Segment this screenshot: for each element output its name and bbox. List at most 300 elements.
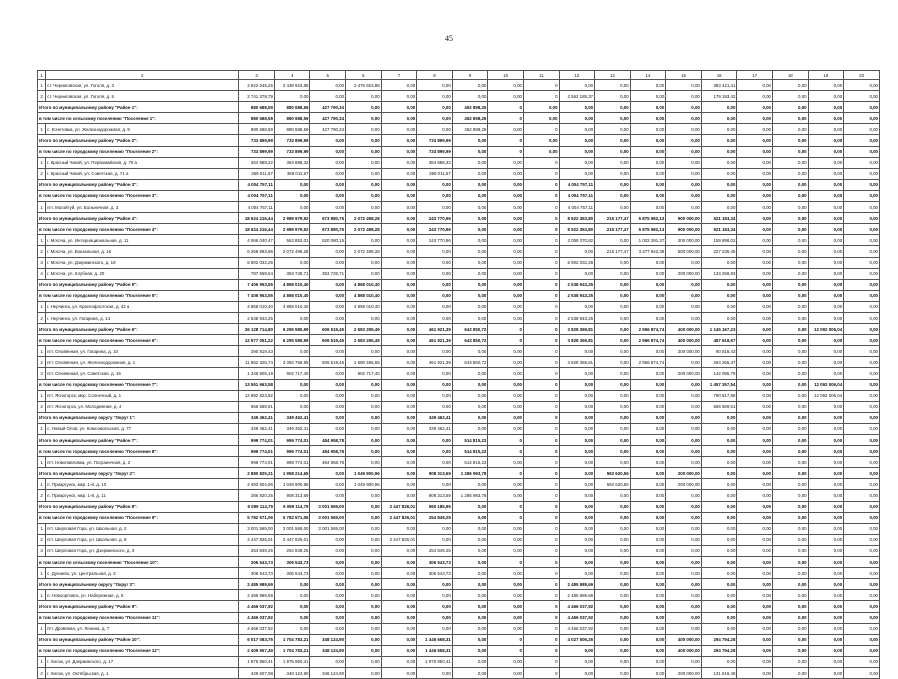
amount-cell: 0,00	[346, 268, 382, 279]
column-number: 12	[559, 71, 595, 80]
amount-cell: 0,00	[773, 468, 809, 479]
amount-cell: 0,00	[310, 490, 346, 501]
amount-cell: 12 092 006,04	[808, 390, 844, 401]
column-number: 9	[452, 71, 488, 80]
amount-cell: 643 850,72	[452, 357, 488, 368]
amount-cell: 461 921,39	[417, 357, 453, 368]
amount-cell: 0,00	[346, 157, 382, 168]
amount-cell: 0	[523, 179, 559, 190]
amount-cell: 0,00	[559, 124, 595, 135]
amount-cell: 0,00	[630, 557, 666, 568]
amount-cell: 1 975 950,41	[274, 656, 310, 667]
amount-cell: 0,00	[737, 634, 773, 645]
amount-cell: 0,00	[559, 423, 595, 434]
amount-cell: 0,00	[452, 179, 488, 190]
amount-cell: 369 011,67	[274, 168, 310, 179]
amount-cell: 0,00	[773, 601, 809, 612]
amount-cell: 0,00	[630, 168, 666, 179]
amount-cell: 0,00	[488, 490, 524, 501]
amount-cell: 200 000,00	[666, 479, 702, 490]
amount-cell: 0,00	[595, 501, 631, 512]
subtotal-row	[38, 501, 880, 512]
amount-cell: 0,00	[666, 601, 702, 612]
column-number: 19	[808, 71, 844, 80]
subtotal-row	[38, 435, 880, 446]
subtotal-label: в том числе по городскому поселению "Поселение 3":	[38, 190, 239, 201]
amount-cell: 0,00	[701, 412, 737, 423]
amount-cell: 348 124,90	[310, 667, 346, 678]
amount-cell: 0,00	[488, 224, 524, 235]
address-cell: с. Дунаево, ул. Центральная, д. 3	[46, 568, 239, 579]
amount-cell: 0	[523, 324, 559, 335]
table-row	[38, 623, 880, 634]
amount-cell: 0,00	[417, 523, 453, 534]
amount-cell: 0,00	[488, 80, 524, 91]
row-number: 4	[38, 268, 46, 279]
amount-cell: 0,00	[737, 501, 773, 512]
column-number: 6	[346, 71, 382, 80]
amount-cell: 2 485 989,69	[239, 579, 275, 590]
amount-cell: 0,00	[773, 257, 809, 268]
amount-cell: 0,00	[773, 656, 809, 667]
amount-cell: 0,00	[559, 435, 595, 446]
amount-cell: 2 966 874,74	[630, 324, 666, 335]
amount-cell: 452 898,25	[452, 113, 488, 124]
budget-table	[37, 70, 880, 679]
amount-cell: 0,00	[381, 368, 417, 379]
amount-cell: 0,00	[310, 468, 346, 479]
amount-cell: 0,00	[488, 213, 524, 224]
amount-cell: 4 027 506,26	[559, 634, 595, 645]
amount-cell: 0,00	[737, 190, 773, 201]
amount-cell: 0	[488, 324, 524, 335]
amount-cell: 0,00	[559, 468, 595, 479]
amount-cell: 514 815,23	[452, 457, 488, 468]
amount-cell: 0,00	[666, 124, 702, 135]
amount-cell: 0,00	[844, 290, 880, 301]
amount-cell: 0,00	[595, 379, 631, 390]
amount-cell: 0,00	[381, 146, 417, 157]
amount-cell: 0,00	[773, 457, 809, 468]
amount-cell: 0,00	[630, 667, 666, 678]
row-number: 1	[38, 202, 46, 213]
address-cell: с. Кочетовка, ул. Железнодорожная, д. 8	[46, 124, 239, 135]
amount-cell: 0,00	[346, 401, 382, 412]
subtotal-row	[38, 190, 880, 201]
amount-cell: 353 728,71	[310, 268, 346, 279]
amount-cell: 0,00	[737, 235, 773, 246]
subtotal-label: в том числе по городскому поселению "Поселение 9":	[38, 512, 239, 523]
amount-cell: 0,00	[346, 346, 382, 357]
amount-cell: 0,00	[310, 146, 346, 157]
amount-cell: 0,00	[488, 379, 524, 390]
amount-cell: 0	[523, 213, 559, 224]
amount-cell: 0,00	[488, 401, 524, 412]
subtotal-label: в том числе по городскому поселению "Поселение 2":	[38, 146, 239, 157]
amount-cell: 264 265,37	[701, 357, 737, 368]
amount-cell: 12 092 006,04	[808, 324, 844, 335]
amount-cell: 0,00	[488, 179, 524, 190]
amount-cell: 0,00	[844, 501, 880, 512]
amount-cell: 733 899,99	[239, 146, 275, 157]
amount-cell: 18 624 216,44	[239, 224, 275, 235]
amount-cell: 606 519,45	[310, 357, 346, 368]
amount-cell: 0,00	[844, 235, 880, 246]
amount-cell: 427 790,34	[310, 124, 346, 135]
amount-cell: 4 466 037,92	[559, 601, 595, 612]
amount-cell: 0,00	[701, 312, 737, 323]
amount-cell: 0,00	[808, 368, 844, 379]
amount-cell: 0,00	[452, 401, 488, 412]
column-number: 2	[46, 71, 239, 80]
amount-cell: 3 001 565,00	[239, 523, 275, 534]
amount-cell: 0,00	[310, 346, 346, 357]
amount-cell: 2 485 989,69	[239, 590, 275, 601]
amount-cell: 0,00	[701, 435, 737, 446]
amount-cell: 0,00	[737, 557, 773, 568]
subtotal-label: Итого по муниципальному району "Район 5":	[38, 279, 239, 290]
amount-cell: 1 346 905,19	[239, 368, 275, 379]
amount-cell: 0,00	[737, 457, 773, 468]
amount-cell: 349 462,41	[274, 423, 310, 434]
amount-cell: 0,00	[701, 612, 737, 623]
amount-cell: 383 421,41	[701, 80, 737, 91]
amount-cell: 0,00	[666, 113, 702, 124]
amount-cell: 254 849,25	[239, 545, 275, 556]
amount-cell: 0	[523, 168, 559, 179]
amount-cell: 0,00	[666, 457, 702, 468]
amount-cell: 0,00	[523, 113, 559, 124]
amount-cell: 306 543,73	[417, 557, 453, 568]
address-cell: пгт. Оловянная, ул. Советская, д. 15	[46, 368, 239, 379]
subtotal-row	[38, 601, 880, 612]
amount-cell: 0,00	[346, 645, 382, 656]
subtotal-label: в том числе по городскому поселению "Поселение 12":	[38, 645, 239, 656]
amount-cell: 0,00	[630, 412, 666, 423]
subtotal-row	[38, 279, 880, 290]
amount-cell: 999 774,01	[274, 457, 310, 468]
amount-cell: 0,00	[488, 568, 524, 579]
amount-cell: 0	[523, 346, 559, 357]
amount-cell: 0,00	[773, 412, 809, 423]
amount-cell: 0,00	[346, 190, 382, 201]
amount-cell: 0,00	[381, 623, 417, 634]
amount-cell: 0,00	[844, 324, 880, 335]
amount-cell: 0,00	[808, 601, 844, 612]
row-number: 2	[38, 312, 46, 323]
amount-cell: 733 899,99	[239, 135, 275, 146]
amount-cell: 0,00	[381, 656, 417, 667]
amount-cell: 514 815,23	[452, 446, 488, 457]
row-number: 1	[38, 124, 46, 135]
amount-cell: 0,00	[452, 235, 488, 246]
amount-cell: 0,00	[595, 257, 631, 268]
amount-cell: 0	[488, 468, 524, 479]
amount-cell: 3 828 369,81	[559, 324, 595, 335]
amount-cell: 0,00	[844, 346, 880, 357]
amount-cell: 0,00	[666, 157, 702, 168]
amount-cell: 0,00	[773, 357, 809, 368]
amount-cell: 0,00	[488, 235, 524, 246]
address-cell: ст. Черниговская, ул. Гоголя, д. 3	[46, 80, 239, 91]
amount-cell: 200 000,00	[666, 468, 702, 479]
amount-cell: 0,00	[808, 235, 844, 246]
amount-cell: 0,00	[630, 91, 666, 102]
amount-cell: 0,00	[559, 446, 595, 457]
amount-cell: 0,00	[381, 168, 417, 179]
amount-cell: 880 688,59	[239, 102, 275, 113]
amount-cell: 0,00	[310, 612, 346, 623]
amount-cell: 0,00	[595, 235, 631, 246]
amount-cell: 0,00	[488, 202, 524, 213]
amount-cell: 0,00	[310, 179, 346, 190]
amount-cell: 0,00	[773, 179, 809, 190]
amount-cell: 0,00	[346, 512, 382, 523]
amount-cell: 306 543,73	[274, 557, 310, 568]
amount-cell: 0,00	[452, 257, 488, 268]
amount-cell: 0,00	[701, 534, 737, 545]
amount-cell: 0,00	[630, 146, 666, 157]
amount-cell: 0,00	[630, 601, 666, 612]
amount-cell: 0,00	[630, 135, 666, 146]
amount-cell: 0,00	[666, 179, 702, 190]
amount-cell: 0,00	[559, 523, 595, 534]
amount-cell: 0	[523, 301, 559, 312]
amount-cell: 0,00	[701, 113, 737, 124]
amount-cell: 5 875 982,13	[630, 224, 666, 235]
amount-cell: 1 049 900,96	[346, 479, 382, 490]
table-row	[38, 312, 880, 323]
amount-cell: 0,00	[346, 457, 382, 468]
amount-cell: 0,00	[737, 479, 773, 490]
amount-cell: 0,00	[701, 301, 737, 312]
column-number: 4	[274, 71, 310, 80]
amount-cell: 0,00	[559, 157, 595, 168]
amount-cell: 0,00	[773, 157, 809, 168]
amount-cell: 0	[523, 612, 559, 623]
subtotal-row	[38, 645, 880, 656]
amount-cell: 0,00	[559, 390, 595, 401]
amount-cell: 520 080,15	[310, 235, 346, 246]
amount-cell: 0,00	[773, 202, 809, 213]
table-row	[38, 656, 880, 667]
amount-cell: 733 899,99	[274, 135, 310, 146]
amount-cell: 0,00	[773, 590, 809, 601]
amount-cell: 254 849,25	[417, 512, 453, 523]
amount-cell: 487 619,67	[701, 335, 737, 346]
amount-cell: 0,00	[346, 435, 382, 446]
address-cell: г. Могоча, ул. Дзержинского, д. 18	[46, 257, 239, 268]
amount-cell: 0,00	[346, 179, 382, 190]
amount-cell: 4 004 757,11	[239, 190, 275, 201]
amount-cell: 4 004 757,11	[239, 179, 275, 190]
row-number: 2	[38, 401, 46, 412]
amount-cell: 1 975 950,41	[417, 656, 453, 667]
amount-cell: 6 295 585,99	[274, 335, 310, 346]
amount-cell: 0,00	[808, 290, 844, 301]
amount-cell: 0,00	[381, 379, 417, 390]
amount-cell: 0,00	[808, 423, 844, 434]
amount-cell: 0,00	[630, 312, 666, 323]
amount-cell: 200 000,00	[666, 235, 702, 246]
amount-cell: 0,00	[844, 335, 880, 346]
amount-cell: 0,00	[630, 157, 666, 168]
amount-cell: 2 583 295,49	[346, 335, 382, 346]
subtotal-label: в том числе по городскому поселению "Поселение 8":	[38, 446, 239, 457]
amount-cell: 0,00	[417, 290, 453, 301]
amount-cell: 2 447 826,01	[381, 512, 417, 523]
table-row	[38, 246, 880, 257]
subtotal-label: в том числе по сельскому поселению "Поселение 10":	[38, 557, 239, 568]
amount-cell: 0,00	[666, 557, 702, 568]
amount-cell: 0,00	[666, 490, 702, 501]
amount-cell: 0,00	[844, 80, 880, 91]
amount-cell: 0,00	[381, 268, 417, 279]
row-number: 3	[38, 545, 46, 556]
amount-cell: 0,00	[559, 102, 595, 113]
amount-cell: 0,00	[595, 324, 631, 335]
amount-cell: 0,00	[737, 579, 773, 590]
amount-cell: 0,00	[381, 479, 417, 490]
amount-cell: 0,00	[737, 523, 773, 534]
amount-cell: 0,00	[559, 246, 595, 257]
amount-cell: 0,00	[737, 379, 773, 390]
amount-cell: 0,00	[666, 379, 702, 390]
row-number: 1	[38, 157, 46, 168]
amount-cell: 0,00	[808, 534, 844, 545]
amount-cell: 0,00	[559, 346, 595, 357]
amount-cell: 0,00	[844, 523, 880, 534]
amount-cell: 0,00	[595, 435, 631, 446]
amount-cell: 0,00	[595, 113, 631, 124]
amount-cell: 400 000,00	[666, 324, 702, 335]
amount-cell: 0,00	[381, 312, 417, 323]
amount-cell: 12 892 823,92	[239, 390, 275, 401]
table-row	[38, 534, 880, 545]
address-cell: г. Могоча, ул. Клубная, д. 20	[46, 268, 239, 279]
amount-cell: 0	[523, 667, 559, 678]
amount-cell: 0,00	[488, 545, 524, 556]
amount-cell: 0,00	[417, 312, 453, 323]
amount-cell: 0,00	[844, 379, 880, 390]
amount-cell: 0	[488, 501, 524, 512]
amount-cell: 0,00	[417, 268, 453, 279]
amount-cell: 0,00	[808, 213, 844, 224]
amount-cell: 0,00	[808, 446, 844, 457]
amount-cell: 348 124,90	[310, 645, 346, 656]
amount-cell: 0,00	[346, 102, 382, 113]
amount-cell: 3 377 942,38	[630, 246, 666, 257]
amount-cell: 0,00	[630, 568, 666, 579]
amount-cell: 0,00	[488, 601, 524, 612]
amount-cell: 0,00	[844, 312, 880, 323]
amount-cell: 880 688,59	[274, 124, 310, 135]
address-cell: г. Могоча, ул. Интернациональная, д. 11	[46, 235, 239, 246]
amount-cell: 0,00	[701, 290, 737, 301]
amount-cell: 0,00	[381, 246, 417, 257]
amount-cell: 0,00	[844, 301, 880, 312]
amount-cell: 0,00	[844, 435, 880, 446]
amount-cell: 2 538 943,25	[239, 312, 275, 323]
amount-cell: 787 659,54	[239, 268, 275, 279]
amount-cell: 0,00	[346, 545, 382, 556]
amount-cell: 1 457 357,54	[701, 379, 737, 390]
row-number: 1	[38, 590, 46, 601]
amount-cell: 0,00	[844, 568, 880, 579]
amount-cell: 0,00	[452, 512, 488, 523]
amount-cell: 0	[523, 190, 559, 201]
amount-cell: 0,00	[773, 246, 809, 257]
amount-cell: 0,00	[417, 579, 453, 590]
amount-cell: 0	[523, 446, 559, 457]
amount-cell: 7 406 953,55	[239, 279, 275, 290]
amount-cell: 0,00	[595, 135, 631, 146]
amount-cell: 0,00	[773, 534, 809, 545]
amount-cell: 254 849,25	[417, 545, 453, 556]
subtotal-label: Итого по муниципальному округу "Округ 1":	[38, 412, 239, 423]
amount-cell: 0,00	[417, 435, 453, 446]
amount-cell: 12 092 006,04	[808, 379, 844, 390]
amount-cell: 427 790,34	[310, 102, 346, 113]
amount-cell: 0,00	[844, 135, 880, 146]
amount-cell: 0,00	[452, 213, 488, 224]
amount-cell: 0,00	[452, 545, 488, 556]
row-number: 1	[38, 656, 46, 667]
amount-cell: 0,00	[417, 479, 453, 490]
amount-cell: 0,00	[417, 113, 453, 124]
amount-cell: 0,00	[630, 390, 666, 401]
amount-cell: 521 183,34	[701, 213, 737, 224]
amount-cell: 200 000,00	[666, 368, 702, 379]
amount-cell: 5 875 982,13	[630, 213, 666, 224]
amount-cell: 0,00	[737, 80, 773, 91]
amount-cell: 0,00	[630, 457, 666, 468]
amount-cell: 0	[523, 645, 559, 656]
row-number: 2	[38, 168, 46, 179]
amount-cell: 0,00	[737, 335, 773, 346]
amount-cell: 0,00	[701, 557, 737, 568]
amount-cell: 0,00	[737, 357, 773, 368]
row-number: 1	[38, 479, 46, 490]
amount-cell: 0,00	[310, 623, 346, 634]
amount-cell: 0,00	[808, 113, 844, 124]
amount-cell: 0,00	[488, 612, 524, 623]
amount-cell: 0,00	[595, 557, 631, 568]
amount-cell: 12 577 051,22	[239, 335, 275, 346]
subtotal-row	[38, 412, 880, 423]
amount-cell: 0,00	[452, 667, 488, 678]
amount-cell: 0,00	[844, 213, 880, 224]
amount-cell: 0	[523, 590, 559, 601]
amount-cell: 0,00	[559, 667, 595, 678]
amount-cell: 902 717,40	[274, 368, 310, 379]
amount-cell: 0,00	[452, 579, 488, 590]
subtotal-row	[38, 446, 880, 457]
amount-cell: 0,00	[595, 412, 631, 423]
table-row	[38, 124, 880, 135]
amount-cell: 0,00	[666, 512, 702, 523]
amount-cell: 1 145 167,23	[701, 324, 737, 335]
amount-cell: 0,00	[630, 257, 666, 268]
amount-cell: 0,00	[844, 512, 880, 523]
amount-cell: 243 770,96	[417, 213, 453, 224]
amount-cell: 2 989 979,92	[274, 213, 310, 224]
amount-cell: 0,00	[595, 80, 631, 91]
amount-cell: 0,00	[630, 301, 666, 312]
amount-cell: 0,00	[773, 579, 809, 590]
table-row	[38, 91, 880, 102]
amount-cell: 0,00	[844, 490, 880, 501]
